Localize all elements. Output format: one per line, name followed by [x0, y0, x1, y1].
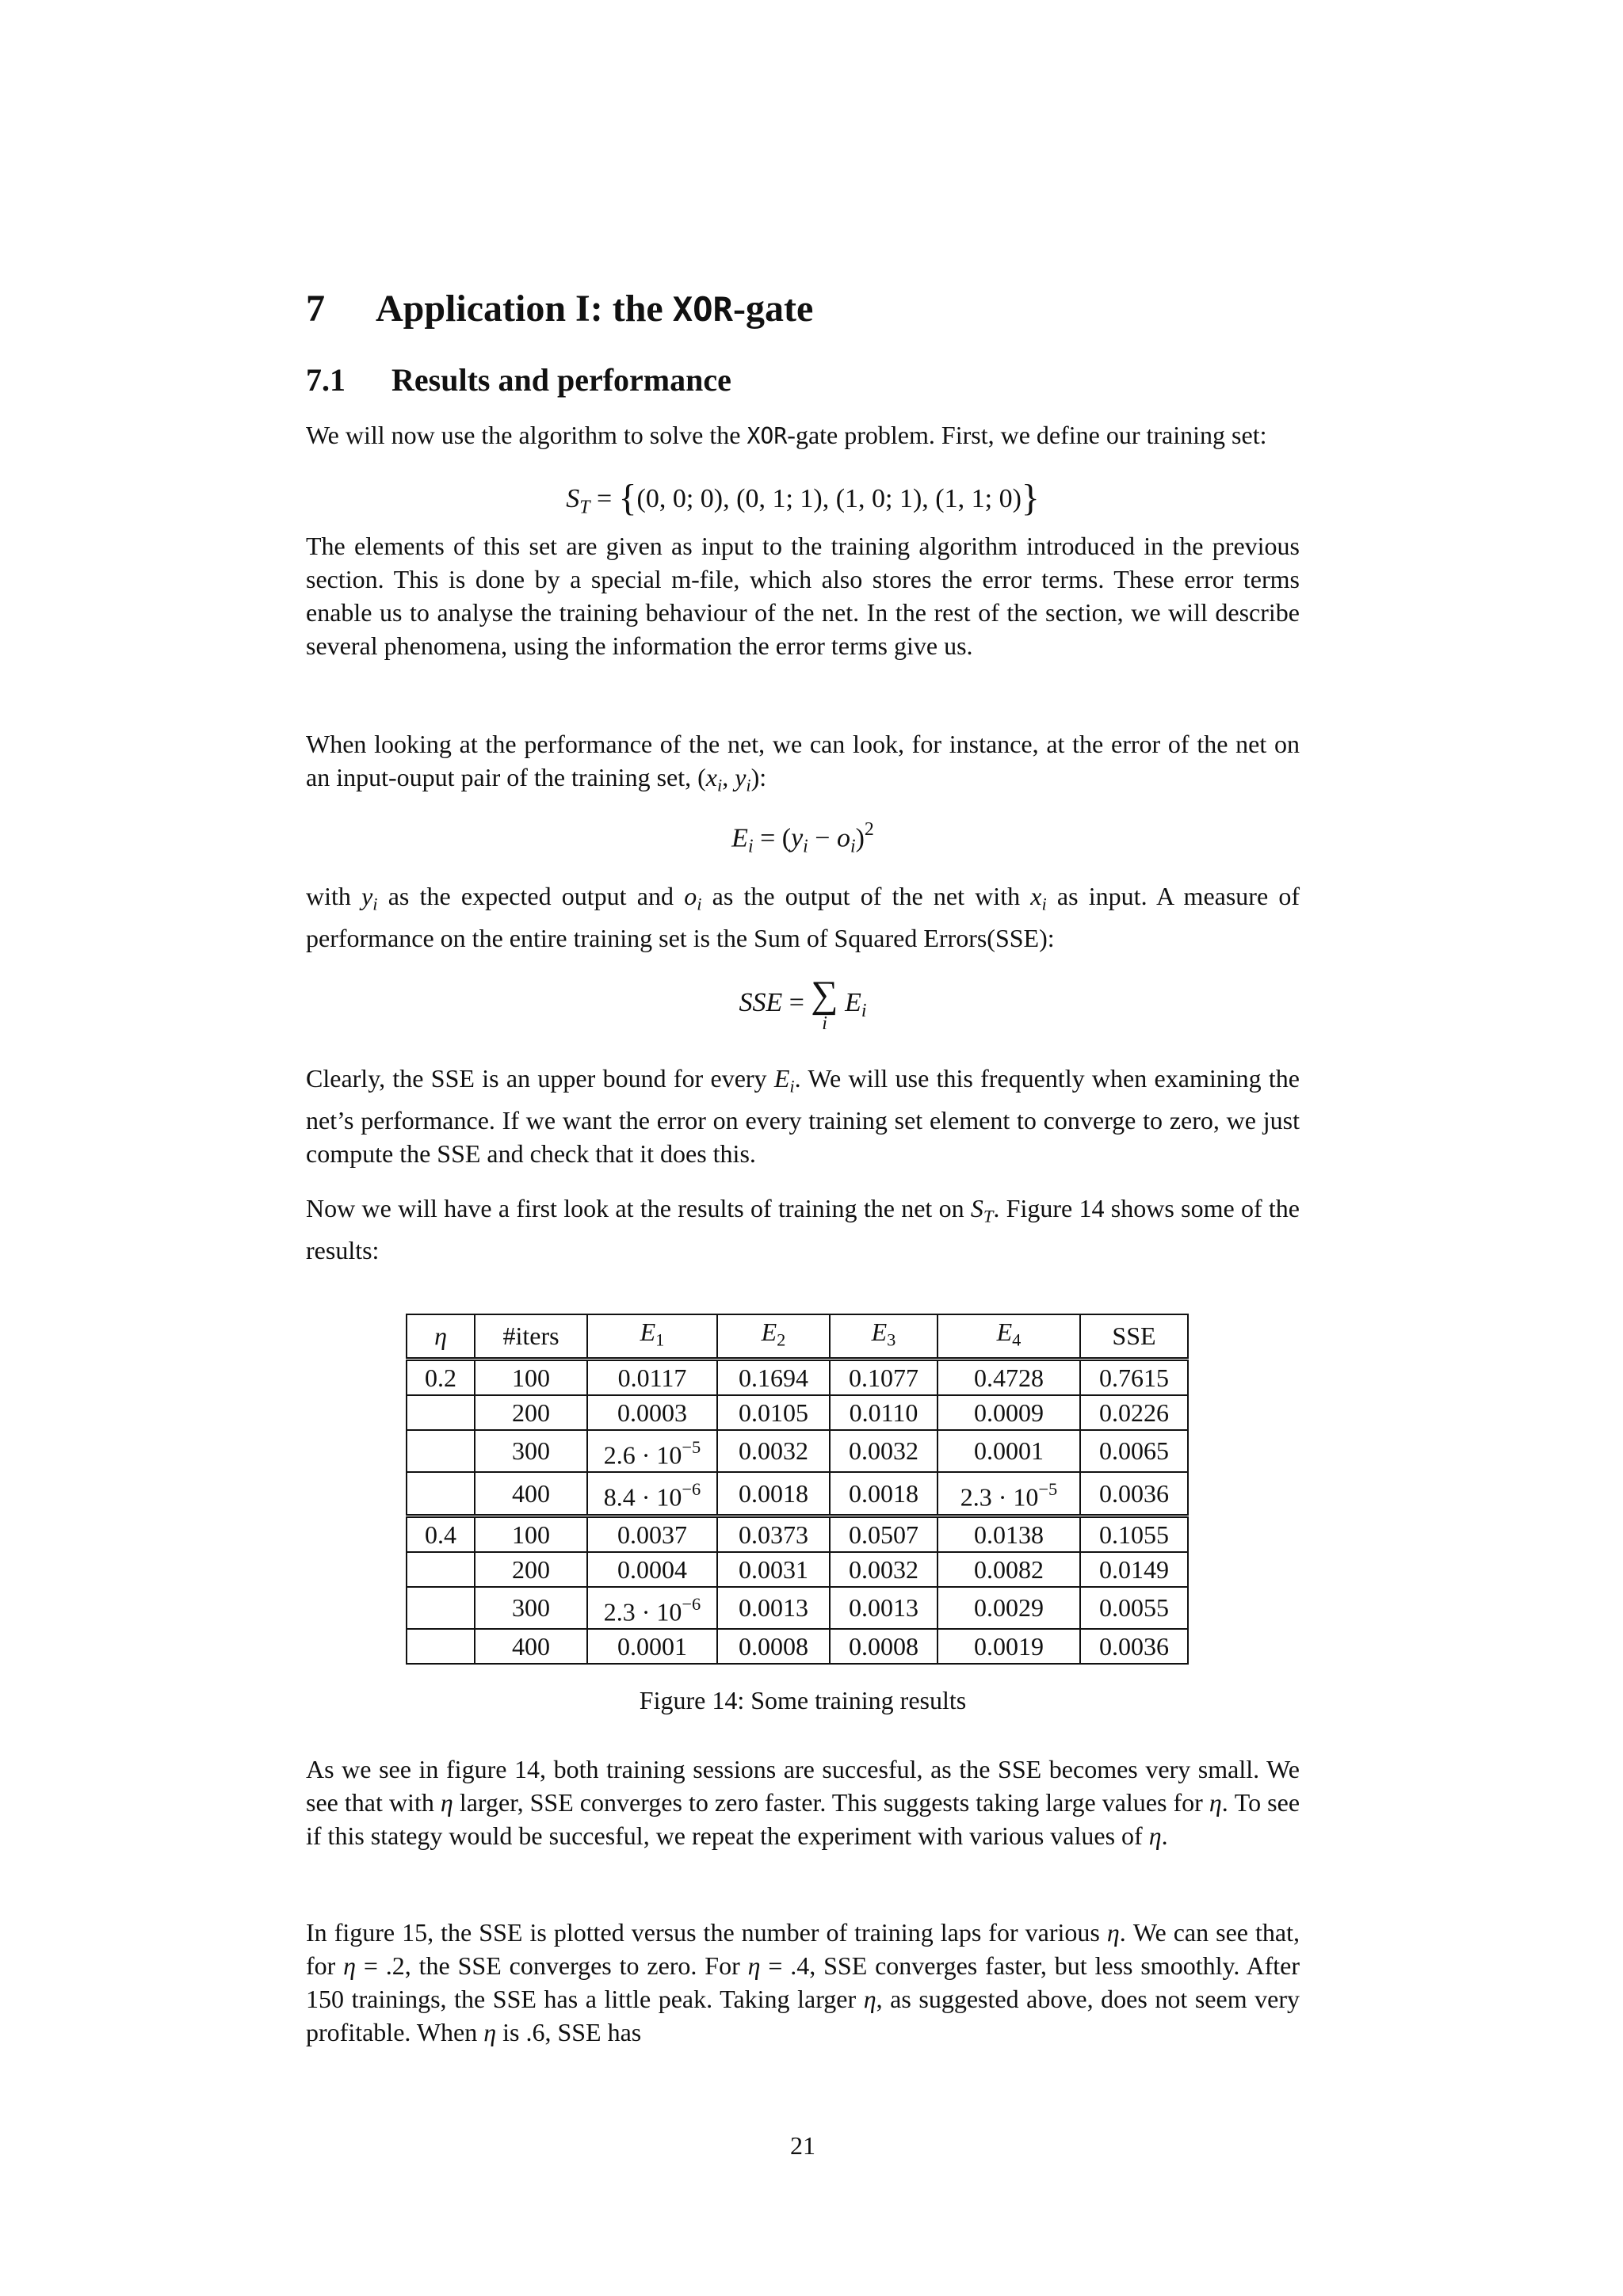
paragraph-sse-definition: with $y_i$ as the expected output and $o_i$ as the output of the net with $x_i$ as input. A measure of performance on the entire training set is the Sum of Squared Errors(SSE): — [306, 882, 1300, 952]
header-sse: SSE — [1080, 1314, 1188, 1359]
paragraph-performance: When looking at the performance of the net, we can look, for instance, at the error of the net on an input-ouput pair of the training set, ($x_i$, $y_i$): — [306, 730, 1300, 795]
paragraph-training-description: The elements of this set are given as input to the training algorithm introduced in the previous section. This is done by a special m-file, which also stores the error terms. These error terms enable us to analyse the training behaviour of the net. In the rest of the section, we will describe several phenomena, using the information the error terms give us. — [306, 532, 1300, 660]
results-table — [406, 1314, 1189, 1665]
equation-training-set: $S_T = \{(0$, 0; 0), (0, 1; 1), (1, 0; 1), (1, 1; 0)} — [566, 478, 1040, 519]
table-row: 200 0.0004 0.0031 0.0032 0.0082 0.0149 — [407, 1552, 1188, 1587]
figure-caption: Figure 14: Some training results — [639, 1686, 967, 1714]
paragraph-intro: We will now use the algorithm to solve the XOR-gate problem. First, we define our training set: — [306, 421, 1267, 449]
paragraph-discussion: As we see in figure 14, both training sessions are succesful, as the SSE becomes very small. We see that with η larger, SSE converges to zero faster. This suggests taking large values for η. To see if this stategy would be succesful, we repeat the experiment with various values of η. — [306, 1755, 1300, 1850]
table-row: 400 0.0001 0.0008 0.0008 0.0019 0.0036 — [407, 1629, 1188, 1664]
paragraph-figure-15: In figure 15, the SSE is plotted versus the number of training laps for various η. We can see that, for η = .2, the SSE converges to zero. For η = .4, SSE converges faster, but less smoothly. After 150 trainings, the SSE has a little peak. Taking larger η, as suggested above, does not seem very profitable. When η is .6, SSE has — [306, 1918, 1300, 2046]
sigma-symbol: ∑ i — [811, 974, 838, 1034]
table-row: 400 $8.4 \cdot 10^{-6}$ 0.0018 0.0018 $2.3 \cdot 10^{-5}$ 0.0036 — [407, 1472, 1188, 1516]
header-eta: η — [407, 1314, 475, 1359]
table-header-row — [407, 1314, 1188, 1359]
paragraph-upper-bound: Clearly, the SSE is an upper bound for every $E_i$. We will use this frequently when examining the net’s performance. If we want the error on every training set element to converge to zero, we just compute the SSE and check that it does this. — [306, 1064, 1300, 1168]
section-number: 7 — [306, 288, 325, 330]
table-row: 0.4 100 0.0037 0.0373 0.0507 0.0138 0.1055 — [407, 1516, 1188, 1552]
table-row: 300 $2.3 \cdot 10^{-6}$ 0.0013 0.0013 0.0029 0.0055 — [407, 1587, 1188, 1629]
paragraph-first-look: Now we will have a first look at the results of training the net on $S_T$. Figure 14 shows some of the results: — [306, 1194, 1300, 1264]
subsection-number: 7.1 — [306, 362, 346, 398]
header-iters: #iters — [475, 1314, 587, 1359]
subsection-title: 7.1 Results and performance — [306, 362, 731, 398]
header-e1: $E_1$ — [587, 1314, 717, 1359]
table-row: 300 $2.6 \cdot 10^{-5}$ 0.0032 0.0032 0.0001 0.0065 — [407, 1430, 1188, 1472]
header-e3: $E_3$ — [830, 1314, 938, 1359]
equation-sse: SSE = ∑ i $E_i$ — [739, 974, 867, 1034]
table-row: 200 0.0003 0.0105 0.0110 0.0009 0.0226 — [407, 1395, 1188, 1430]
equation-error: $E_i = (y_i - o_i)^2$ — [731, 819, 874, 857]
page-number: 21 — [790, 2131, 815, 2160]
header-e2: $E_2$ — [717, 1314, 830, 1359]
table-row: 0.2 100 0.0117 0.1694 0.1077 0.4728 0.7615 — [407, 1359, 1188, 1395]
section-title: 7 Application I: the XOR-gate — [306, 288, 814, 330]
header-e4: $E_4$ — [938, 1314, 1080, 1359]
